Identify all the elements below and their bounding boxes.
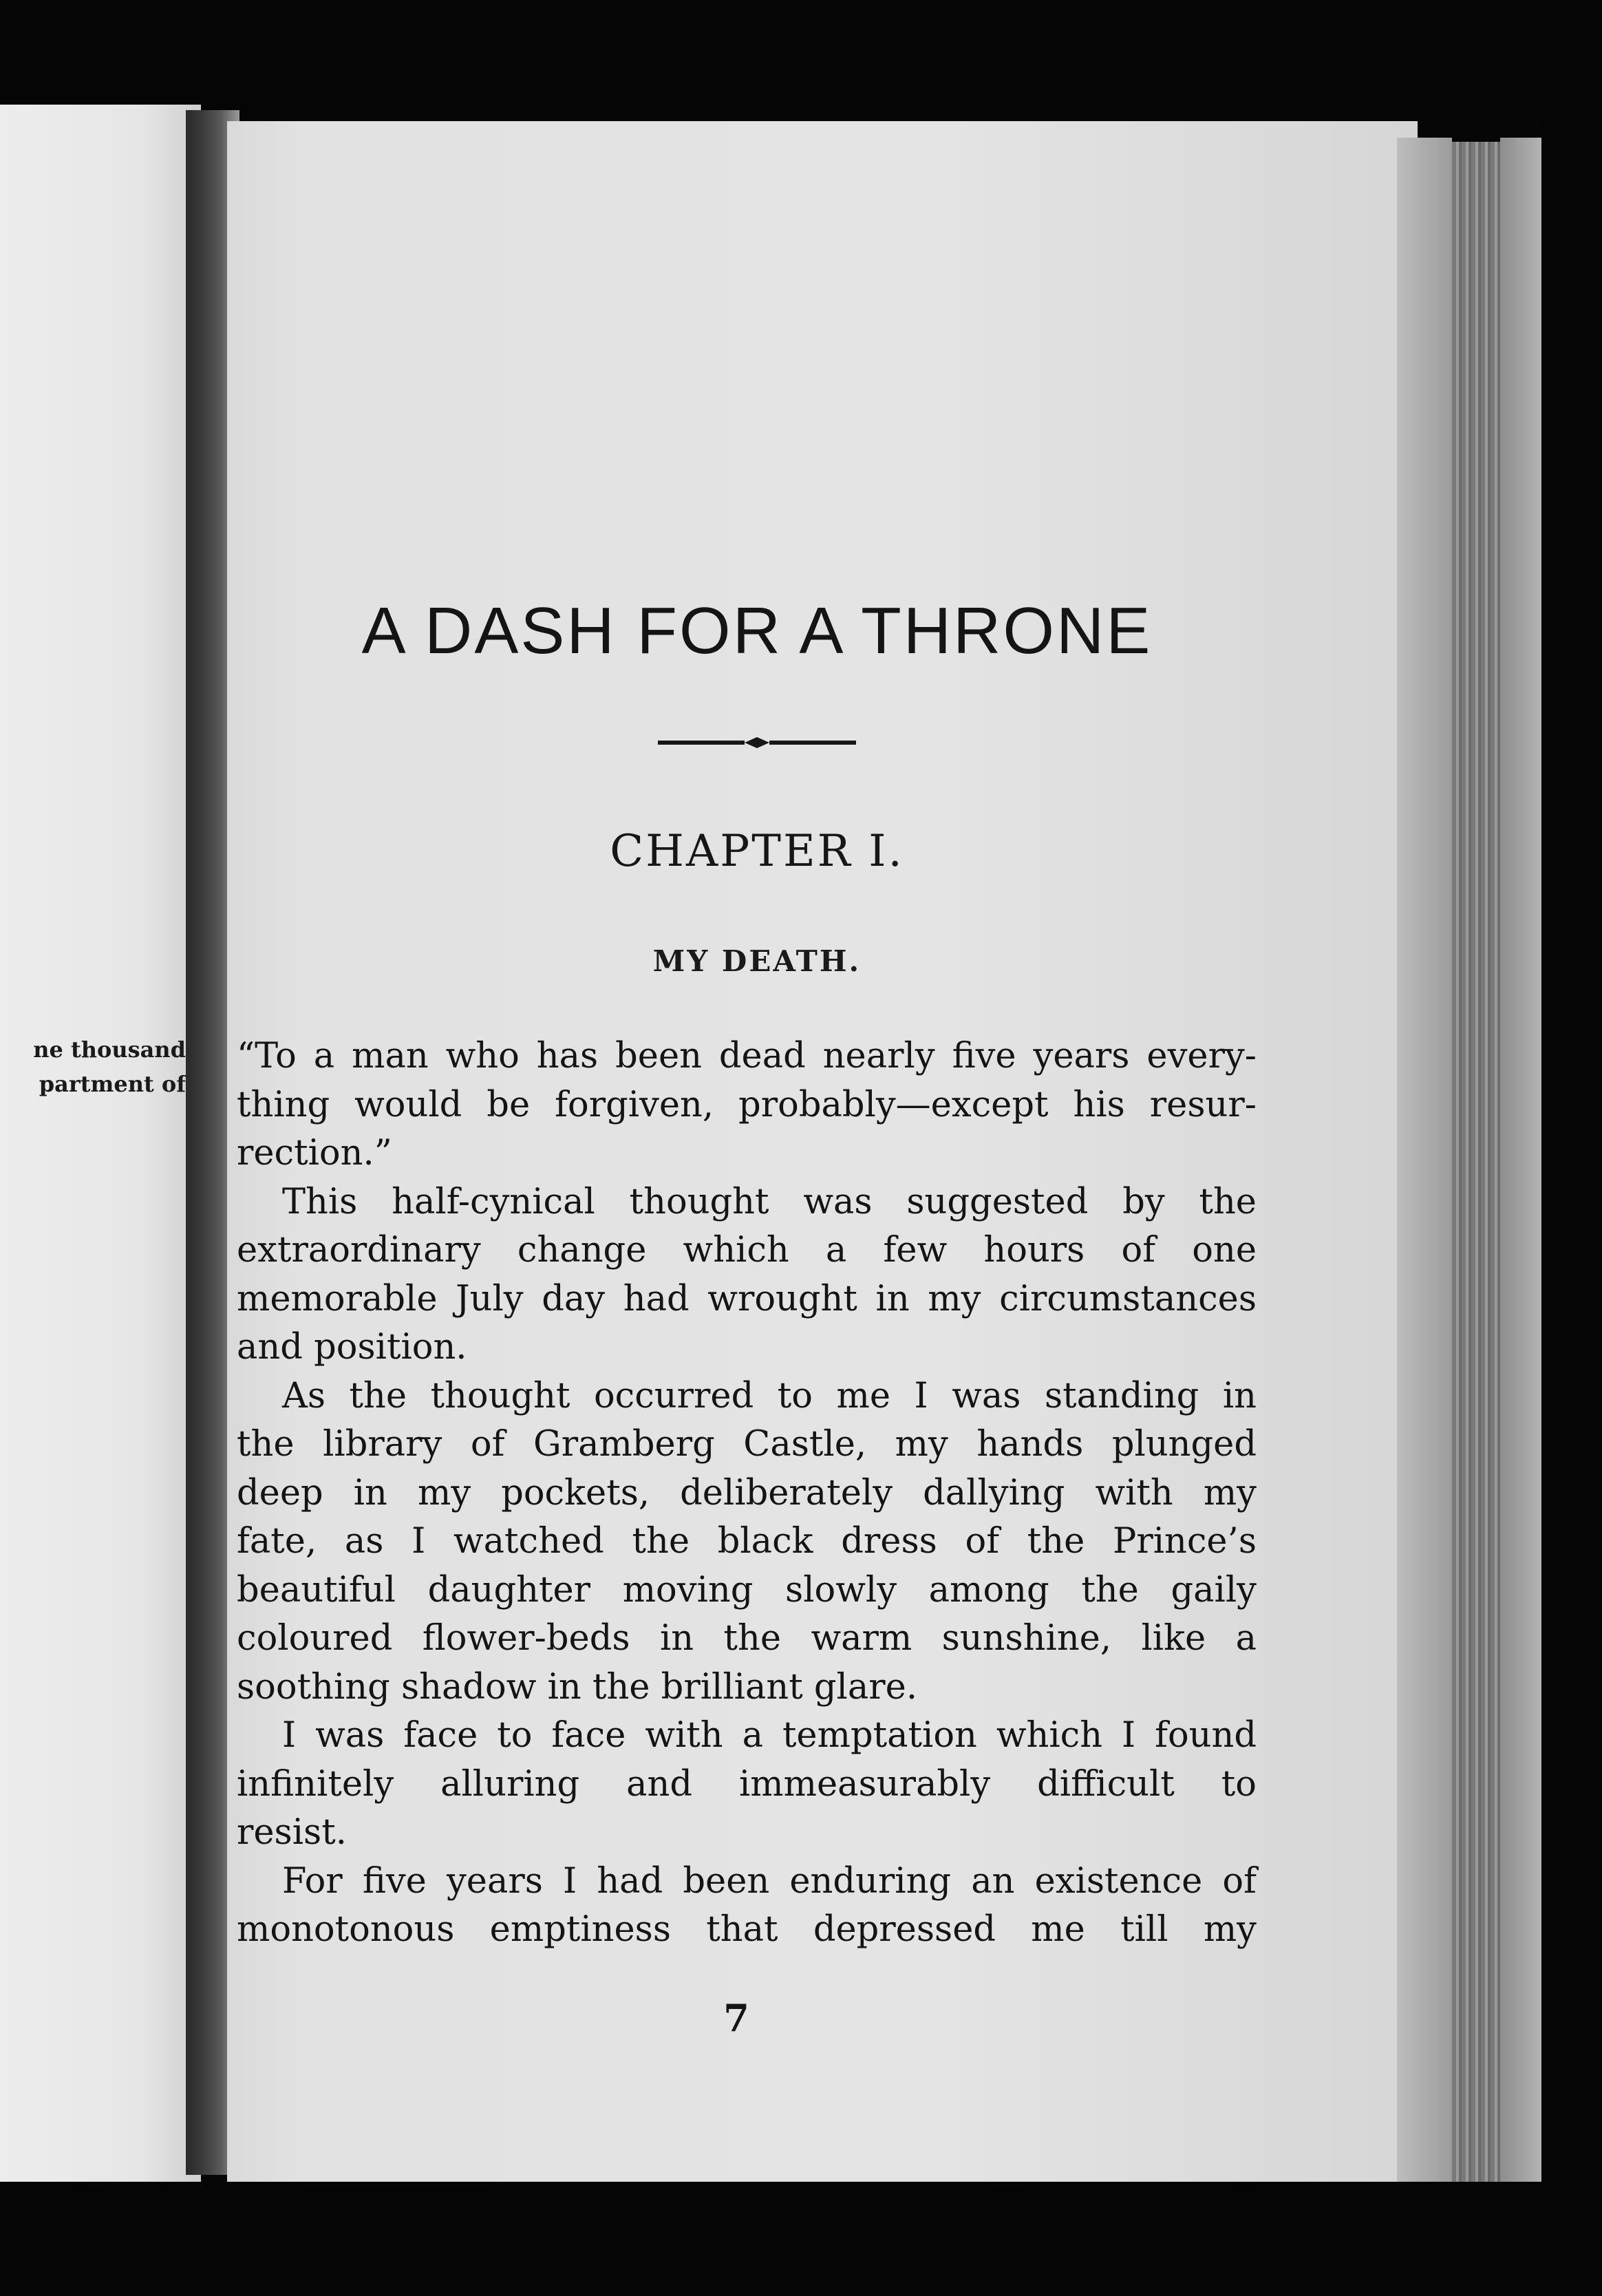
text-line: I was face to face with a temptation which I found [282, 1715, 1257, 1756]
left-page-line: ne thousand [33, 1037, 186, 1063]
text-line: “To a man who has been dead nearly five years every- [237, 1036, 1257, 1076]
text-line: extraordinary change which a few hours of one [237, 1230, 1257, 1271]
paragraph [237, 1032, 1257, 1178]
body-text [237, 1032, 1257, 1955]
page-edge [1397, 138, 1452, 2189]
text-line: beautiful daughter moving slowly among the gaily [237, 1569, 1257, 1611]
scan-border-bottom [0, 2182, 1602, 2296]
text-line: fate, as I watched the black dress of the Prince’s [237, 1521, 1257, 1562]
book-title: A DASH FOR A THRONE [361, 594, 1153, 668]
paragraph [237, 1712, 1257, 1858]
text-line: and position. [237, 1327, 467, 1368]
left-page [0, 105, 201, 2190]
left-page-line: partment of [39, 1071, 186, 1097]
left-page-text [0, 1032, 186, 1101]
text-line: rection.” [237, 1133, 392, 1173]
chapter-title: MY DEATH. [652, 944, 862, 978]
page-stack-edge [1452, 142, 1500, 2186]
page-number: 7 [723, 1996, 749, 2040]
paragraph [237, 1372, 1257, 1712]
paragraph [237, 1858, 1257, 1955]
text-line: monotonous emptiness that depressed me till my [237, 1909, 1257, 1950]
text-line: This half-cynical thought was suggested by the [282, 1181, 1257, 1222]
text-line: As the thought occurred to me I was standing in [282, 1375, 1257, 1416]
paragraph [237, 1178, 1257, 1372]
text-line: deep in my pockets, deliberately dallying with my [237, 1472, 1257, 1513]
text-line: memorable July day had wrought in my circumstances [237, 1278, 1257, 1319]
title-rule-ornament [654, 732, 860, 753]
scan-border-top [0, 0, 1602, 117]
text-line: resist. [237, 1812, 347, 1853]
text-line: the library of Gramberg Castle, my hands plunged [237, 1424, 1257, 1465]
page-edge-outer [1500, 138, 1541, 2196]
text-line: infinitely alluring and immeasurably difficult to [237, 1763, 1257, 1805]
scan-border-right [1541, 0, 1602, 2296]
text-line: thing would be forgiven, probably—except his resur- [237, 1084, 1257, 1125]
chapter-heading: CHAPTER I. [610, 826, 904, 877]
text-line: For five years I had been enduring an existence of [282, 1860, 1257, 1902]
text-line: soothing shadow in the brilliant glare. [237, 1666, 918, 1708]
text-line: coloured flower-beds in the warm sunshine, like a [237, 1618, 1257, 1659]
